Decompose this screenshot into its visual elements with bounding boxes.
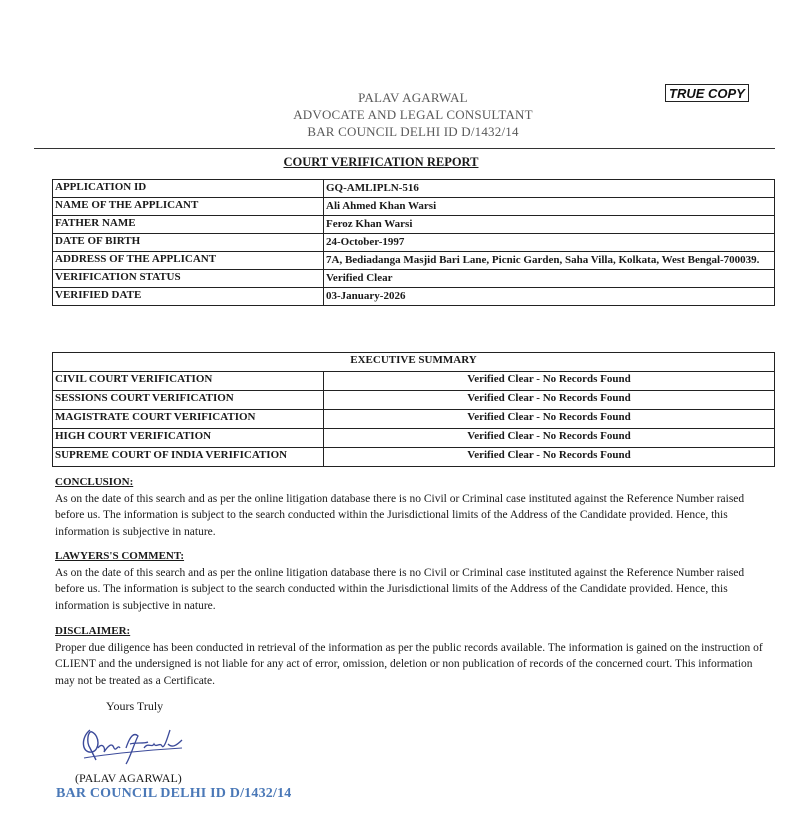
yours-truly: Yours Truly (106, 699, 164, 713)
comment-text: As on the date of this search and as per the online litigation database there is no Civil or Criminal case instituted against the Reference Number raised before us. The information is subject to the search conducted within the Jurisdictional limits of the Address of the Candidate provided. Hence, this information is subjective in nature. (55, 566, 745, 612)
table-row (53, 234, 775, 252)
signatory-name: (PALAV AGARWAL) (75, 771, 182, 785)
footer-bar-id: BAR COUNCIL DELHI ID D/1432/14 (56, 786, 292, 801)
conclusion-text: As on the date of this search and as per the online litigation database there is no Civil or Criminal case instituted against the Reference Number raised before us. The information is subject to the search conducted within the Jurisdictional limits of the Address of the Candidate provided. Hence, this information is subjective in nature. (55, 492, 745, 538)
summary-label: SUPREME COURT OF INDIA VERIFICATION (53, 448, 324, 467)
disclaimer-text: Proper due diligence has been conducted in retrieval of the information as per the public records available. The information is gained on the instruction of CLIENT and the undersigned is not liable for any act of error, omission, deletion or non publication of records of the concerned court. This information may not be treated as a Certificate. (55, 641, 763, 687)
detail-label: NAME OF THE APPLICANT (53, 198, 324, 216)
detail-label: VERIFIED DATE (53, 288, 324, 306)
letterhead-title: ADVOCATE AND LEGAL CONSULTANT (293, 107, 533, 122)
summary-heading: EXECUTIVE SUMMARY (53, 353, 775, 372)
table-row (53, 391, 775, 410)
summary-value: Verified Clear - No Records Found (324, 372, 775, 391)
summary-value: Verified Clear - No Records Found (324, 448, 775, 467)
letterhead-name: PALAV AGARWAL (358, 90, 468, 105)
detail-value: Ali Ahmed Khan Warsi (324, 198, 775, 216)
disclaimer-heading: DISCLAIMER: (55, 625, 131, 637)
table-row (53, 216, 775, 234)
table-row (53, 270, 775, 288)
table-row (53, 252, 775, 270)
detail-label: VERIFICATION STATUS (53, 270, 324, 288)
signature-image (78, 718, 188, 770)
summary-label: MAGISTRATE COURT VERIFICATION (53, 410, 324, 429)
table-header-row (53, 353, 775, 372)
table-row (53, 448, 775, 467)
table-row (53, 180, 775, 198)
table-row (53, 410, 775, 429)
report-title: COURT VERIFICATION REPORT (283, 155, 479, 169)
detail-label: APPLICATION ID (53, 180, 324, 198)
table-row (53, 198, 775, 216)
conclusion-heading: CONCLUSION: (55, 476, 134, 488)
detail-value: 24-October-1997 (324, 234, 775, 252)
table-row (53, 288, 775, 306)
detail-value: 03-January-2026 (324, 288, 775, 306)
summary-label: CIVIL COURT VERIFICATION (53, 372, 324, 391)
true-copy-stamp: TRUE COPY (665, 84, 749, 102)
detail-label: ADDRESS OF THE APPLICANT (53, 252, 324, 270)
detail-value: Verified Clear (324, 270, 775, 288)
summary-value: Verified Clear - No Records Found (324, 410, 775, 429)
lawyers-comment-section (55, 548, 767, 614)
executive-summary-table (52, 352, 775, 467)
summary-label: SESSIONS COURT VERIFICATION (53, 391, 324, 410)
conclusion-section (55, 474, 767, 540)
detail-value: GQ-AMLIPLN-516 (324, 180, 775, 198)
header-divider (34, 148, 775, 149)
summary-label: HIGH COURT VERIFICATION (53, 429, 324, 448)
table-row (53, 372, 775, 391)
summary-value: Verified Clear - No Records Found (324, 391, 775, 410)
disclaimer-section (55, 623, 767, 689)
table-row (53, 429, 775, 448)
detail-value: Feroz Khan Warsi (324, 216, 775, 234)
letterhead-bar-id: BAR COUNCIL DELHI ID D/1432/14 (307, 124, 519, 139)
applicant-details-table (52, 179, 775, 306)
detail-label: FATHER NAME (53, 216, 324, 234)
summary-value: Verified Clear - No Records Found (324, 429, 775, 448)
comment-heading: LAWYERS'S COMMENT: (55, 550, 185, 562)
detail-label: DATE OF BIRTH (53, 234, 324, 252)
detail-value: 7A, Bediadanga Masjid Bari Lane, Picnic Garden, Saha Villa, Kolkata, West Bengal-700039. (324, 252, 775, 270)
